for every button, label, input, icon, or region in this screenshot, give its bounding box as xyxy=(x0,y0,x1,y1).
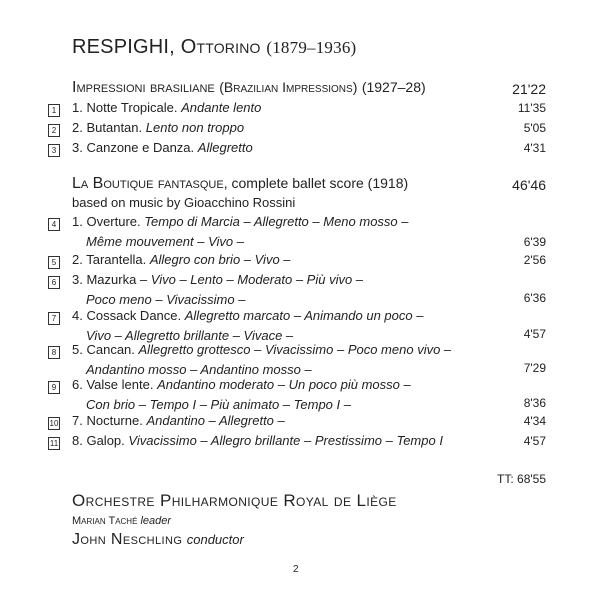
page-number: 2 xyxy=(293,564,299,575)
movement-name: Tarantella. xyxy=(86,252,147,267)
track-number-box: 9 xyxy=(48,381,60,394)
track-number-box: 7 xyxy=(48,312,60,325)
movement-tempo: Andantino moderato – Un poco più mosso – xyxy=(157,377,411,392)
work-subtitle: , complete ballet score (1918) xyxy=(223,175,409,191)
movement-tempo: Vivo – Lento – Moderato – Più vivo – xyxy=(150,272,364,287)
movement-name: Butantan. xyxy=(86,120,143,135)
work-subtitle: (Brazilian Impressions) xyxy=(219,79,358,95)
movement-duration: 8'36 xyxy=(523,396,546,410)
movement-name: Overture. xyxy=(86,214,141,229)
movement-number: 2. xyxy=(72,120,83,135)
total-time: TT: 68'55 xyxy=(497,472,546,486)
movement-duration: 7'29 xyxy=(523,361,546,375)
movement-name: Cancan. xyxy=(86,342,135,357)
movement-entry xyxy=(72,375,411,415)
movement-tempo-continued: Poco meno – Vivacissimo – xyxy=(86,292,246,307)
movement-tempo: Allegretto grottesco – Vivacissimo – Poco meno vivo – xyxy=(138,342,452,357)
conductor-name: John Neschling xyxy=(72,531,183,548)
track-number-box: 11 xyxy=(49,439,59,448)
composer-surname: RESPIGHI, xyxy=(72,36,175,58)
movement-name: Mazurka – xyxy=(86,272,148,287)
movement-duration: 2'56 xyxy=(523,253,546,267)
movement-tempo: Allegretto marcato – Animando un poco – xyxy=(184,308,424,323)
work-total-duration: 21'22 xyxy=(512,81,546,97)
movement-tempo-continued: Même mouvement – Vivo – xyxy=(86,234,244,249)
movement-entry xyxy=(72,250,291,270)
movement-number: 8. xyxy=(72,433,83,448)
movement-number: 7. xyxy=(72,413,83,428)
movement-entry xyxy=(72,98,261,118)
track-number-box: 8 xyxy=(48,346,60,359)
movement-duration: 6'39 xyxy=(523,235,546,249)
movement-number: 4. xyxy=(72,308,83,323)
movement-name: Valse lente. xyxy=(86,377,154,392)
movement-duration: 4'34 xyxy=(523,414,546,428)
movement-entry xyxy=(72,411,285,431)
track-number-box: 1 xyxy=(48,104,60,117)
movement-tempo: Vivacissimo – Allegro brillante – Prestissimo – Tempo I xyxy=(128,433,443,448)
movement-entry xyxy=(72,340,451,380)
conductor-credit xyxy=(72,531,244,549)
track-number-box: 2 xyxy=(48,124,60,137)
movement-number: 3. xyxy=(72,140,83,155)
movement-duration: 4'31 xyxy=(523,141,546,155)
movement-tempo: Andante lento xyxy=(181,100,262,115)
track-number-box: 3 xyxy=(48,144,60,157)
work-title-text: Impressioni brasiliane xyxy=(72,79,215,96)
movement-name: Nocturne. xyxy=(86,413,143,428)
movement-duration: 5'05 xyxy=(523,121,546,135)
movement-tempo-continued: Andantino mosso – Andantino mosso – xyxy=(86,362,312,377)
track-number-box: 10 xyxy=(49,419,59,428)
work-total-duration: 46'46 xyxy=(512,177,546,193)
composer-years: (1879–1936) xyxy=(266,38,357,57)
movement-duration: 11'35 xyxy=(517,101,546,115)
movement-entry xyxy=(72,138,253,158)
composer-firstname: Ottorino xyxy=(180,36,261,58)
movement-tempo: Andantino – Allegretto – xyxy=(146,413,285,428)
orchestra-name: Orchestre Philharmonique Royal de Liège xyxy=(72,491,397,510)
movement-tempo: Allegretto xyxy=(197,140,253,155)
movement-name: Galop. xyxy=(86,433,125,448)
work-based-on: based on music by Gioacchino Rossini xyxy=(72,195,296,210)
movement-duration: 6'36 xyxy=(523,291,546,305)
work-title-boutique xyxy=(72,175,408,193)
movement-tempo: Tempo di Marcia – Allegretto – Meno mosso – xyxy=(144,214,409,229)
movement-tempo-continued: Vivo – Allegretto brillante – Vivace – xyxy=(86,328,294,343)
movement-number: 1. xyxy=(72,100,83,115)
movement-name: Canzone e Danza. xyxy=(86,140,195,155)
movement-tempo: Allegro con brio – Vivo – xyxy=(149,252,291,267)
conductor-role: conductor xyxy=(186,532,244,547)
leader-role: leader xyxy=(140,515,172,527)
movement-entry xyxy=(72,270,363,310)
movement-tempo: Lento non troppo xyxy=(145,120,245,135)
track-number-box: 4 xyxy=(48,218,60,231)
movement-number: 6. xyxy=(72,377,83,392)
movement-duration: 4'57 xyxy=(523,434,546,448)
movement-number: 5. xyxy=(72,342,83,357)
movement-entry xyxy=(72,431,443,451)
movement-number: 1. xyxy=(72,214,83,229)
work-title-impressioni xyxy=(72,79,426,97)
track-number-box: 6 xyxy=(48,276,60,289)
movement-tempo-continued: Con brio – Tempo I – Più animato – Tempo I – xyxy=(86,397,351,412)
leader-credit xyxy=(72,515,171,527)
work-title-text: La Boutique fantasque xyxy=(72,175,224,192)
track-number-box: 5 xyxy=(48,256,60,269)
movement-name: Cossack Dance. xyxy=(86,308,182,323)
composer-heading xyxy=(72,36,356,59)
movement-entry xyxy=(72,212,409,252)
work-years: (1927–28) xyxy=(361,79,426,95)
leader-name: Marian Taché xyxy=(72,515,138,527)
movement-number: 2. xyxy=(72,252,83,267)
movement-duration: 4'57 xyxy=(523,327,546,341)
movement-number: 3. xyxy=(72,272,83,287)
movement-entry xyxy=(72,118,244,138)
movement-name: Notte Tropicale. xyxy=(86,100,178,115)
